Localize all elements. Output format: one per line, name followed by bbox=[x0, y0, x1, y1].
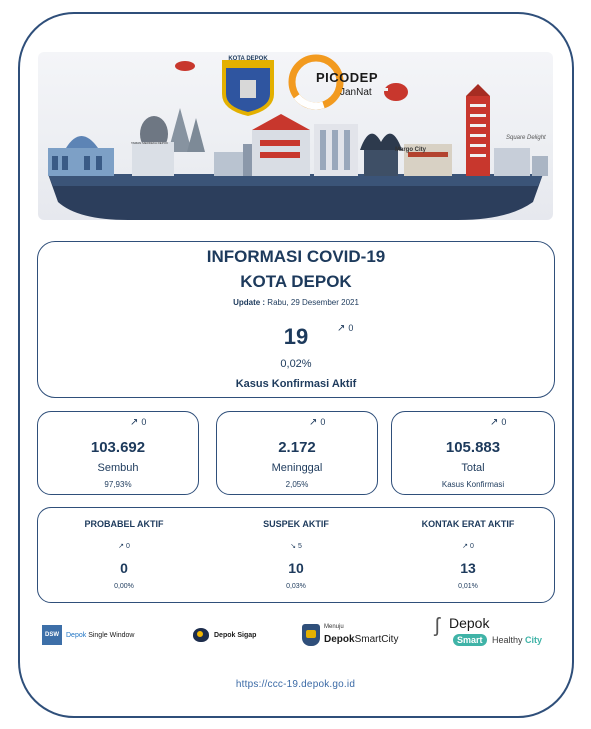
active-trend-value: 0 bbox=[348, 323, 354, 333]
suspect-trend bbox=[210, 542, 382, 550]
healthy-mid: Healthy bbox=[492, 635, 523, 645]
update-line bbox=[38, 298, 554, 307]
depok-sigap-link[interactable] bbox=[193, 619, 256, 651]
trend-down-icon: ↘ bbox=[290, 543, 296, 550]
trend-up-icon: ↗ bbox=[309, 417, 318, 428]
recovered-trend-value: 0 bbox=[141, 417, 147, 427]
suspect-heading: SUSPEK AKTIF bbox=[263, 519, 329, 529]
picodep-subtitle: JanNat bbox=[340, 87, 372, 98]
stethoscope-icon: ʃ bbox=[435, 615, 440, 637]
contact-trend-value: 0 bbox=[469, 543, 474, 550]
active-cases-percent: 0,02% bbox=[280, 358, 312, 370]
active-cases-caption: Kasus Konfirmasi Aktif bbox=[235, 378, 357, 390]
picodep-title: PICODEP bbox=[316, 70, 379, 85]
city-banner bbox=[38, 52, 553, 220]
trend-up-icon: ↗ bbox=[462, 543, 468, 550]
probable-trend bbox=[38, 542, 210, 550]
suspect-value: 10 bbox=[288, 560, 304, 576]
sigap-logo-icon bbox=[193, 628, 209, 642]
deaths-percent: 2,05% bbox=[285, 480, 309, 489]
smartcity-small: Menuju bbox=[324, 624, 344, 630]
sigap-label: Depok Sigap bbox=[214, 631, 257, 639]
city-title: KOTA DEPOK bbox=[240, 272, 352, 291]
stat-card-deaths bbox=[216, 411, 378, 495]
depok-smartcity-link[interactable] bbox=[302, 619, 398, 651]
healthy-top-label: Depok bbox=[449, 615, 490, 631]
smartcity-label bbox=[324, 624, 398, 646]
suspect-column bbox=[210, 508, 382, 602]
probable-trend-value: 0 bbox=[125, 543, 130, 550]
banner-script-label: Square Delight bbox=[506, 135, 546, 141]
smartcity-emblem-icon bbox=[302, 624, 320, 646]
contact-heading: KONTAK ERAT AKTIF bbox=[421, 519, 515, 529]
healthy-rest-label bbox=[492, 635, 542, 645]
deaths-value: 2.172 bbox=[278, 439, 316, 456]
probable-column bbox=[38, 508, 210, 602]
active-cases-value: 19 bbox=[283, 324, 309, 349]
banner-sign-label: TAMAN MERDEKA DEPOK bbox=[131, 141, 169, 145]
probable-heading: PROBABEL AKTIF bbox=[84, 519, 164, 529]
healthy-smart-pill: Smart bbox=[453, 634, 487, 646]
stat-card-total bbox=[391, 411, 555, 495]
page-title: INFORMASI COVID-19 bbox=[206, 247, 386, 266]
total-sublabel: Kasus Konfirmasi bbox=[441, 480, 505, 489]
suspect-percent: 0,03% bbox=[286, 583, 306, 590]
probable-suspect-panel bbox=[37, 507, 555, 603]
depok-single-window-link[interactable] bbox=[42, 619, 135, 651]
contact-value: 13 bbox=[460, 560, 476, 576]
trend-up-icon: ↗ bbox=[490, 417, 499, 428]
trend-up-icon: ↗ bbox=[130, 417, 139, 428]
suspect-trend-value: 5 bbox=[297, 543, 302, 550]
dsw-brand: Depok bbox=[66, 631, 87, 639]
trend-up-icon: ↗ bbox=[337, 323, 346, 334]
contact-trend bbox=[382, 542, 554, 550]
healthy-city: City bbox=[525, 635, 543, 645]
active-cases-trend bbox=[337, 323, 353, 334]
contact-percent: 0,01% bbox=[458, 583, 478, 590]
source-url-link[interactable]: https://ccc-19.depok.go.id bbox=[235, 679, 356, 690]
total-trend bbox=[490, 417, 506, 428]
smartcity-bold: Depok bbox=[324, 634, 355, 645]
covid-info-panel bbox=[37, 241, 555, 398]
probable-value: 0 bbox=[120, 560, 128, 576]
smartcity-rest: SmartCity bbox=[354, 634, 399, 645]
margo-city-label: Margo City bbox=[395, 147, 427, 153]
update-date: Rabu, 29 Desember 2021 bbox=[267, 298, 359, 307]
recovered-percent: 97,93% bbox=[104, 480, 132, 489]
picodep-logo bbox=[290, 56, 410, 108]
dsw-rest: Single Window bbox=[88, 631, 135, 639]
dsw-logo-icon: DSW bbox=[42, 625, 62, 645]
deaths-trend bbox=[309, 417, 325, 428]
kota-depok-logo-label: KOTA DEPOK bbox=[228, 56, 268, 62]
kota-depok-logo bbox=[220, 54, 276, 114]
recovered-trend bbox=[130, 417, 146, 428]
trend-up-icon: ↗ bbox=[118, 543, 124, 550]
depok-smart-healthy-city-link[interactable] bbox=[435, 613, 565, 657]
recovered-value: 103.692 bbox=[90, 439, 146, 456]
total-value: 105.883 bbox=[445, 439, 501, 456]
deaths-trend-value: 0 bbox=[320, 417, 326, 427]
recovered-label: Sembuh bbox=[97, 462, 139, 474]
total-label: Total bbox=[461, 462, 485, 474]
deaths-label: Meninggal bbox=[271, 462, 323, 474]
stat-card-recovered bbox=[37, 411, 199, 495]
update-label: Update : bbox=[233, 298, 266, 307]
probable-percent: 0,00% bbox=[114, 583, 134, 590]
contact-column bbox=[382, 508, 554, 602]
total-trend-value: 0 bbox=[501, 417, 507, 427]
dsw-label bbox=[66, 632, 135, 639]
